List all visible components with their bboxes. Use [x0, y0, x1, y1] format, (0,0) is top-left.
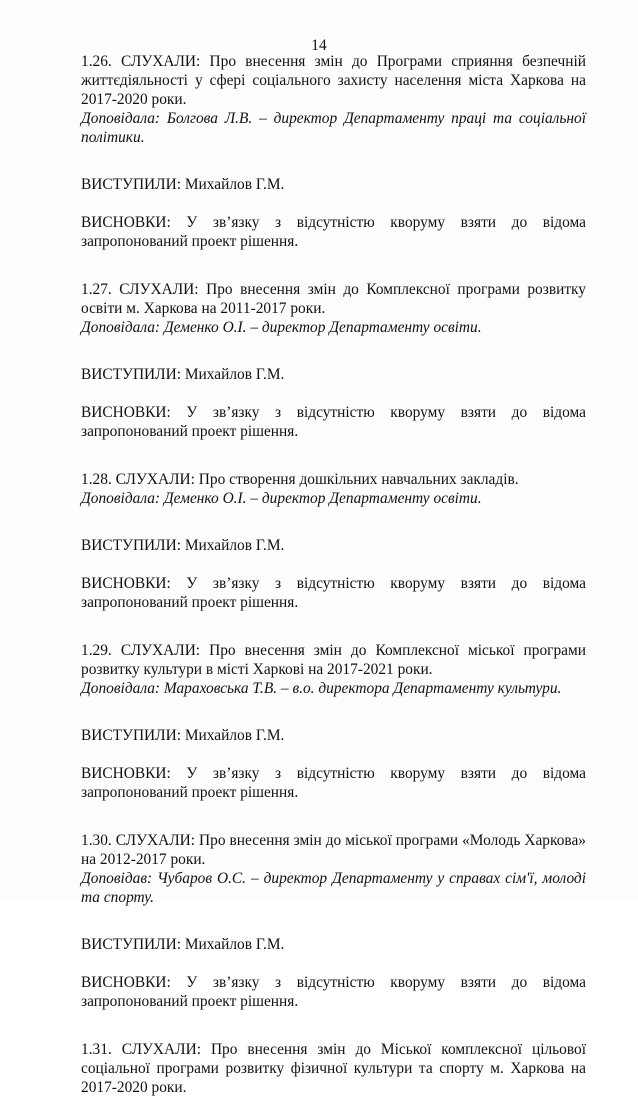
conclusion-paragraph: ВИСНОВКИ: У зв’язку з відсутністю кворуму взяти до відома запропонований проект рішення.: [81, 974, 586, 1010]
agenda-item: [81, 52, 586, 147]
heard-label: СЛУХАЛИ:: [120, 642, 201, 659]
agenda-item: [81, 1040, 586, 1097]
heard-paragraph: [81, 470, 586, 489]
speaker-line: Доповідала: Деменко О.І. – директор Департаменту освіти.: [81, 490, 482, 507]
agenda-item: [81, 280, 586, 337]
heard-paragraph: [81, 1040, 586, 1097]
item-number: 1.28.: [81, 471, 112, 488]
document-body: [81, 52, 586, 1097]
speaker-line: Доповідала: Мараховська Т.В. – в.о. директора Департаменту культури.: [81, 680, 562, 697]
speaker-line: Доповідала: Деменко О.І. – директор Департаменту освіти.: [81, 319, 482, 336]
speaker-line: Доповідав: Чубаров О.С. – директор Департаменту у справах сім'ї, молоді та спорту.: [81, 870, 586, 906]
heard-label: СЛУХАЛИ:: [121, 1041, 201, 1058]
agenda-item: [81, 470, 586, 508]
item-number: 1.29.: [81, 642, 112, 659]
heard-text: Про внесення змін до Міської комплексної цільової соціальної програми розвитку фізичної культури та спорту м. Харкова на 2017-2020 роки.: [81, 1041, 586, 1096]
heard-paragraph: [81, 831, 586, 869]
page-number: 14: [311, 37, 327, 54]
item-number: 1.30.: [81, 832, 112, 849]
item-number: 1.31.: [81, 1041, 112, 1058]
heard-paragraph: [81, 52, 586, 109]
spoke-line: ВИСТУПИЛИ: Михайлов Г.М.: [81, 176, 285, 193]
heard-paragraph: [81, 641, 586, 679]
conclusion-paragraph: ВИСНОВКИ: У зв’язку з відсутністю кворуму взяти до відома запропонований проект рішення.: [81, 214, 586, 250]
heard-label: СЛУХАЛИ:: [119, 281, 199, 298]
conclusion-paragraph: ВИСНОВКИ: У зв’язку з відсутністю кворуму взяти до відома запропонований проект рішення.: [81, 765, 586, 801]
heard-text: Про внесення змін до Програми сприяння безпечній життєдіяльності у сфері соціального захисту населення міста Харкова на 2017-2020 роки.: [81, 53, 586, 108]
heard-label: СЛУХАЛИ:: [121, 53, 201, 70]
heard-text: Про внесення змін до міської програми «Молодь Харкова» на 2012-2017 роки.: [81, 832, 586, 868]
conclusion-paragraph: ВИСНОВКИ: У зв’язку з відсутністю кворуму взяти до відома запропонований проект рішення.: [81, 404, 586, 440]
item-number: 1.26.: [81, 53, 112, 70]
conclusion-paragraph: ВИСНОВКИ: У зв’язку з відсутністю кворуму взяти до відома запропонований проект рішення.: [81, 575, 586, 611]
spoke-line: ВИСТУПИЛИ: Михайлов Г.М.: [81, 936, 285, 953]
item-number: 1.27.: [81, 281, 112, 298]
spoke-line: ВИСТУПИЛИ: Михайлов Г.М.: [81, 727, 285, 744]
heard-text: Про створення дошкільних навчальних закладів.: [198, 471, 519, 488]
spoke-line: ВИСТУПИЛИ: Михайлов Г.М.: [81, 366, 285, 383]
agenda-item: [81, 641, 586, 698]
heard-label: СЛУХАЛИ:: [115, 471, 195, 488]
heard-text: Про внесення змін до Комплексної програми розвитку освіти м. Харкова на 2011-2017 роки.: [81, 281, 586, 317]
spoke-line: ВИСТУПИЛИ: Михайлов Г.М.: [81, 537, 285, 554]
heard-label: СЛУХАЛИ:: [115, 832, 196, 849]
heard-text: Про внесення змін до Комплексної міської програми розвитку культури в місті Харкові на 2017-2021 роки.: [81, 642, 586, 678]
speaker-line: Доповідала: Болгова Л.В. – директор Департаменту праці та соціальної політики.: [81, 110, 586, 146]
heard-paragraph: [81, 280, 586, 318]
agenda-item: [81, 831, 586, 907]
